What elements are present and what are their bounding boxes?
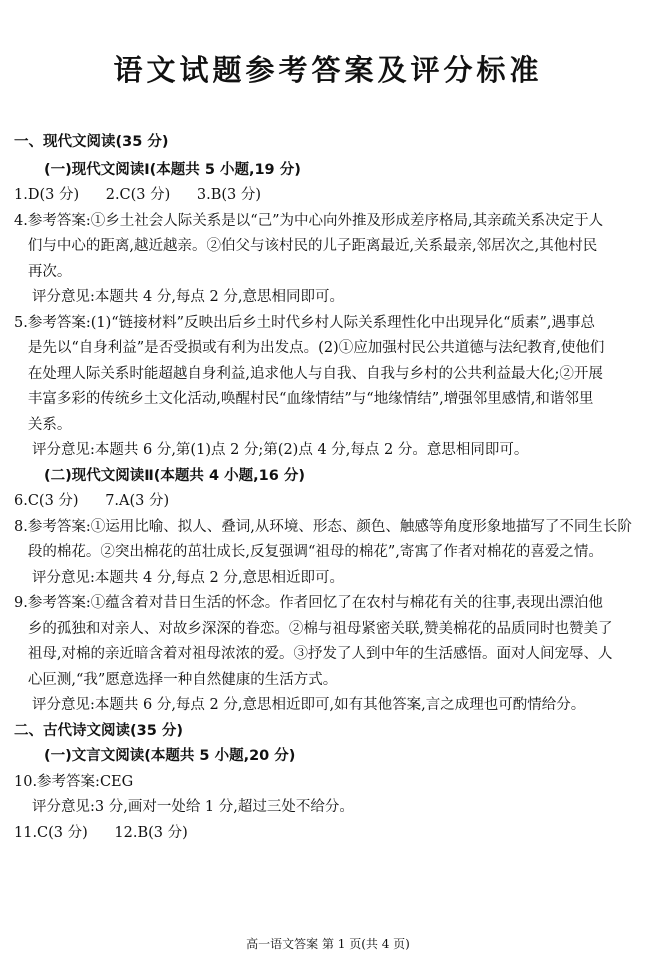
q8-line: 段的棉花。②突出棉花的茁壮成长,反复强调“祖母的棉花”,寄寓了作者对棉花的喜爱之情。	[27, 544, 603, 560]
q9-line: 参考答案:①蕴含着对昔日生活的怀念。作者回忆了在农村与棉花有关的往事,表现出漂泊他	[27, 595, 603, 611]
q5-line: 关系。	[27, 416, 72, 433]
answer-3: 3.B(3 分)	[196, 187, 262, 203]
q5-comment: 评分意见:本题共 6 分,第(1)点 2 分;第(2)点 4 分,每点 2 分。意思相同即可。	[32, 442, 529, 458]
q8-comment: 评分意见:本题共 4 分,每点 2 分,意思相近即可。	[32, 569, 344, 586]
q9-comment: 评分意见:本题共 6 分,每点 2 分,意思相近即可,如有其他答案,言之成理也可酌情给分。	[32, 697, 586, 713]
q4-line: 再次。	[27, 263, 72, 280]
question-9	[14, 591, 644, 693]
q9-line: 心叵测,“我”愿意选择一种自然健康的生活方式。	[27, 671, 338, 688]
question-4	[14, 209, 644, 286]
q9-line: 乡的孤独和对亲人、对故乡深深的眷恋。②棉与祖母紧密关联,赞美棉花的品质同时也赞美了	[27, 620, 613, 637]
q9-line: 祖母,对棉的亲近暗含着对祖母浓浓的爱。③抒发了人到中年的生活感悟。面对人间宠辱、人	[27, 646, 613, 662]
question-8	[14, 515, 644, 566]
answer-7: 7.A(3 分)	[105, 493, 170, 509]
q10-answer: 10.参考答案:CEG	[14, 773, 134, 790]
question-number: 5.	[14, 314, 28, 331]
answer-1: 1.D(3 分)	[14, 187, 80, 203]
answer-6: 6.C(3 分)	[14, 493, 79, 509]
page-title: 语文试题参考答案及评分标准	[113, 53, 543, 87]
q5-line: 参考答案:(1)“链接材料”反映出后乡土时代乡村人际关系理性化中出现异化“质素”,遇事总	[27, 314, 596, 331]
answer-12: 12.B(3 分)	[114, 824, 188, 841]
page-footer: 高一语文答案 第 1 页(共 4 页)	[246, 937, 410, 951]
answers-1-3	[14, 183, 644, 209]
section1-sub1-heading: (一)现代文阅读Ⅰ(本题共 5 小题,19 分)	[44, 161, 301, 178]
question-number: 8.	[14, 518, 28, 535]
q5-line: 是先以“自身利益”是否受损或有利为出发点。(2)①应加强村民公共道德与法纪教育,使他们	[27, 340, 605, 356]
q5-line: 丰富多彩的传统乡土文化活动,唤醒村民“血缘情结”与“地缘情结”,增强邻里感情,和谐邻里	[27, 391, 594, 407]
answer-11: 11.C(3 分)	[14, 824, 88, 841]
q8-line: 参考答案:①运用比喻、拟人、叠词,从环境、形态、颜色、触感等角度形象地描写了不同生长阶	[27, 518, 632, 535]
q10-comment: 评分意见:3 分,画对一处给 1 分,超过三处不给分。	[32, 799, 354, 815]
answers-11-12	[14, 821, 644, 847]
question-5	[14, 311, 644, 439]
section2-sub1-heading: (一)文言文阅读(本题共 5 小题,20 分)	[44, 748, 296, 764]
section1-sub2-heading: (二)现代文阅读Ⅱ(本题共 4 小题,16 分)	[44, 467, 305, 484]
question-number: 9.	[14, 595, 28, 611]
section2-heading: 二、古代诗文阅读(35 分)	[14, 722, 183, 739]
q4-comment: 评分意见:本题共 4 分,每点 2 分,意思相同即可。	[32, 289, 344, 305]
q5-line: 在处理人际关系时能超越自身利益,追求他人与自我、自我与乡村的公共利益最大化;②开展	[27, 365, 603, 382]
q4-line: 们与中心的距离,越近越亲。②伯父与该村民的儿子距离最近,关系最亲,邻居次之,其他村民	[27, 238, 598, 254]
answer-2: 2.C(3 分)	[105, 187, 171, 203]
section1-heading: 一、现代文阅读(35 分)	[14, 134, 169, 150]
q4-line: 参考答案:①乡土社会人际关系是以“己”为中心向外推及形成差序格局,其亲疏关系决定于人	[27, 212, 604, 229]
question-number: 4.	[14, 212, 28, 229]
answers-6-7	[14, 489, 644, 515]
answer-content	[14, 130, 644, 846]
